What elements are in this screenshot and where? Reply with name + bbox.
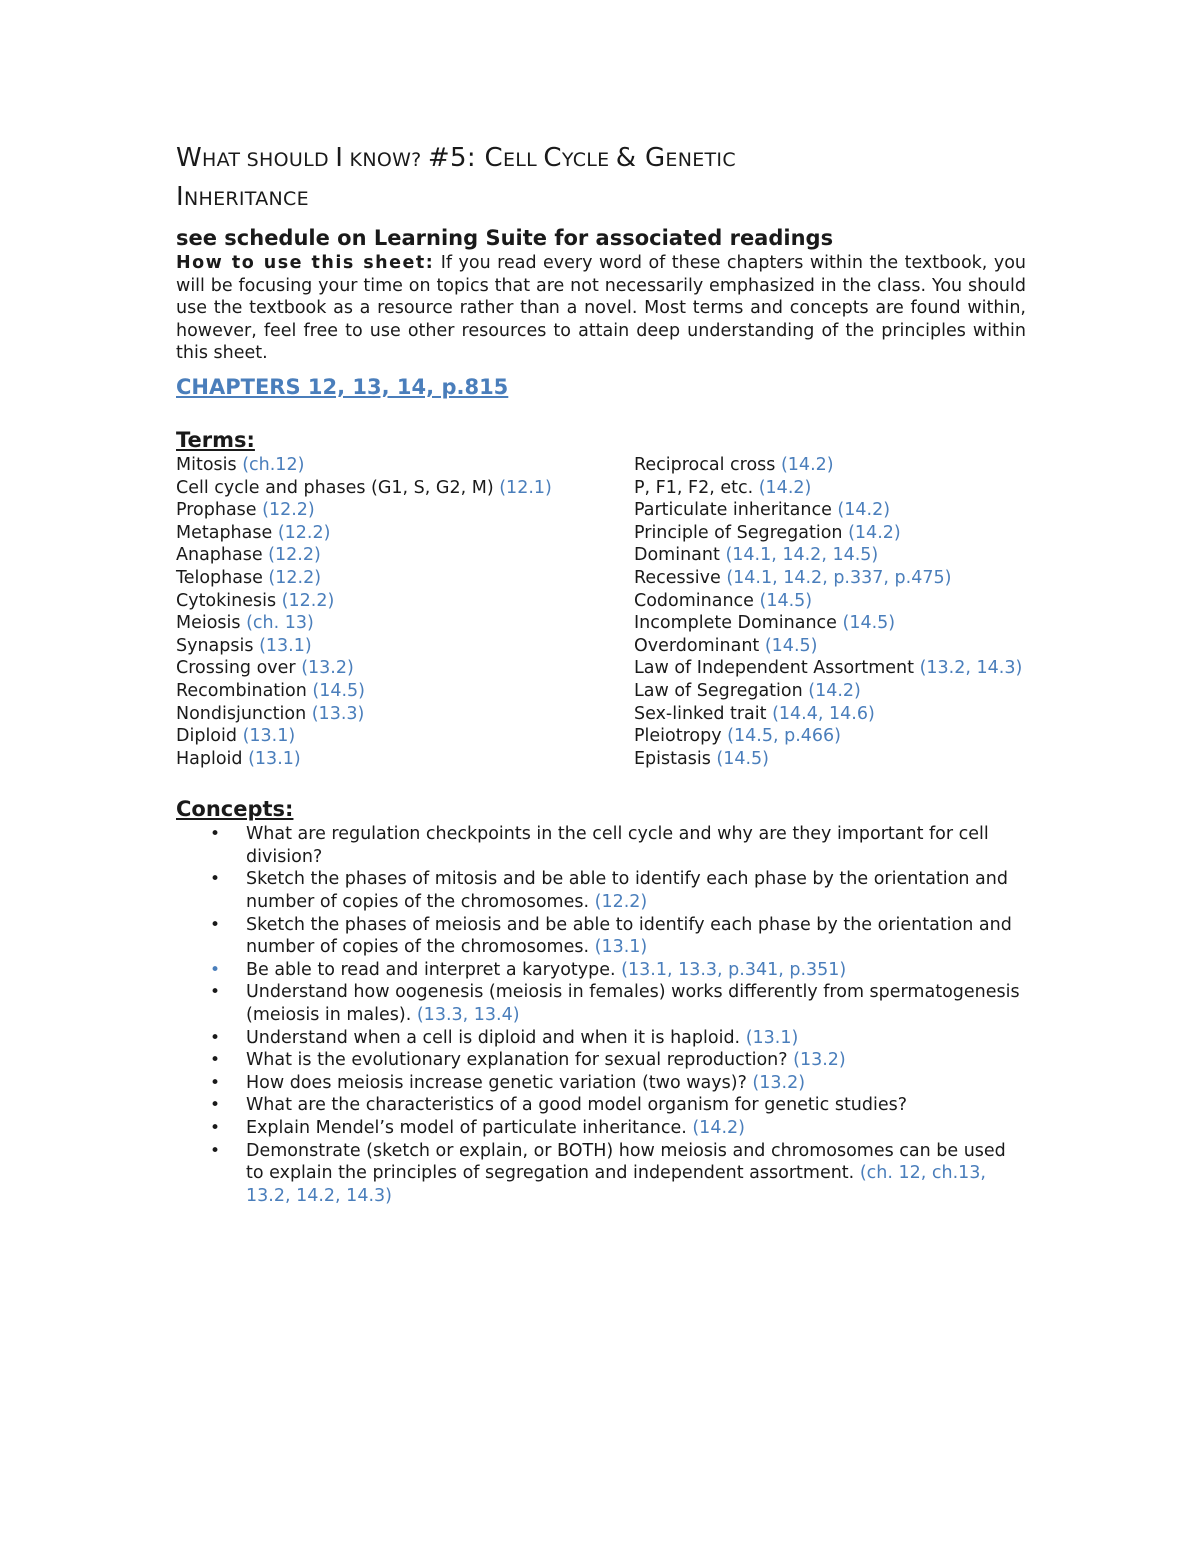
term-label: Anaphase [176,545,269,566]
bullet-icon: • [210,959,221,980]
concept-reference: (12.2) [594,892,648,913]
concept-text: Sketch the phases of meiosis and be able to identify each phase by the orientation and number of copies of the chromosomes. [246,914,1012,958]
term-reference: (12.1) [499,477,552,498]
page-title: WHAT SHOULD I KNOW? #5: CELL CYCLE & GENETIC INHERITANCE [176,143,736,212]
term-reference: (12.2) [268,567,322,588]
term-label: Incomplete Dominance [634,613,843,634]
concept-text: Understand when a cell is diploid and when it is haploid. [246,1027,746,1048]
concept-text: Understand how oogenesis (meiosis in females) works differently from spermatogenesis (meiosis in males). [246,982,1020,1026]
term-label: Cytokinesis [176,590,282,611]
concept-item [176,1094,1026,1117]
term-label: Dominant [634,545,726,566]
term-label: P, F1, F2, etc. [634,477,759,498]
term-item [176,680,634,703]
term-item [634,703,1026,726]
term-item [176,748,634,771]
bullet-icon: • [210,1027,221,1048]
terms-left-column [176,454,634,770]
term-item [634,657,1026,680]
concepts-heading: Concepts: [176,797,294,822]
term-label: Pleiotropy [634,726,728,747]
term-reference: (14.4, 14.6) [772,703,875,724]
term-reference: (14.2) [848,522,901,543]
term-reference: (14.2) [808,680,861,701]
term-reference: (14.2) [780,454,834,475]
term-item [634,590,1026,613]
term-item [176,477,634,500]
bullet-icon: • [210,1118,221,1138]
terms-heading: Terms: [176,427,255,452]
concept-text: Demonstrate (sketch or explain, or BOTH) how meiosis and chromosomes can be used to explain the principles of segregation and independent assortment. [246,1140,1006,1184]
term-item [176,725,634,748]
bullet-icon: • [210,1140,221,1161]
term-label: Telophase [176,567,269,588]
document-page [176,140,1026,1207]
bullet-icon: • [210,1050,221,1071]
term-label: Reciprocal cross [634,454,781,475]
term-item [634,522,1026,545]
term-reference: (14.5) [716,748,770,769]
concept-reference: (13.1) [594,937,648,958]
bullet-icon: • [210,914,221,935]
term-item [176,703,634,726]
subtitle: see schedule on Learning Suite for associated readings [176,226,834,250]
bullet-icon: • [210,869,221,890]
term-reference: (13.1) [242,726,296,747]
terms-right-column [634,454,1026,770]
term-reference: (12.2) [277,522,331,543]
term-item [176,544,634,567]
term-item [176,590,634,613]
term-item [634,680,1026,703]
term-label: Law of Independent Assortment [634,658,920,679]
concept-reference: (13.1, 13.3, p.341, p.351) [621,959,847,980]
term-item [176,612,634,635]
term-reference: (14.5) [764,635,818,656]
bullet-icon: • [210,982,221,1003]
term-reference: (14.2) [758,477,812,498]
term-item [634,748,1026,771]
concept-item [176,1117,1026,1140]
term-item [176,657,634,680]
how-to-text: If you read every word of these chapters within the textbook, you will be focusing your time on topics that are not necessarily emphasized in the class. You should use the textbook as a resource rather than a novel. Most terms and concepts are found within, however, feel free to use other resources to attain deep understanding of the principles within this sheet. [176,253,1027,364]
concept-text: Sketch the phases of mitosis and be able to identify each phase by the orientation and number of copies of the chromosomes. [246,869,1008,913]
term-reference: (14.2) [837,500,891,521]
term-item [176,567,634,590]
term-reference: (13.2) [301,658,354,679]
term-item [176,635,634,658]
term-reference: (14.5) [312,680,366,701]
term-label: Crossing over [176,658,302,679]
concept-reference: (14.2) [692,1118,745,1138]
concept-text: How does meiosis increase genetic variation (two ways)? [246,1072,753,1093]
term-item [634,725,1026,748]
term-item [634,635,1026,658]
bullet-icon: • [210,824,221,845]
term-reference: (14.1, 14.2, 14.5) [725,545,879,566]
term-label: Particulate inheritance [634,500,838,521]
term-item [634,612,1026,635]
concept-item [176,1140,1026,1208]
term-item [176,522,634,545]
term-reference: (ch. 13) [246,613,314,634]
term-label: Metaphase [176,522,278,543]
term-item [634,499,1026,522]
term-label: Sex-linked trait [634,703,773,724]
terms-list [176,454,1026,770]
concept-item [176,868,1026,913]
term-label: Principle of Segregation [634,522,849,543]
concept-text: What is the evolutionary explanation for sexual reproduction? [246,1050,794,1071]
chapters-link[interactable]: CHAPTERS 12, 13, 14, p.815 [176,374,509,399]
term-item [634,454,1026,477]
term-reference: (14.5) [759,590,813,611]
concept-reference: (13.3, 13.4) [416,1005,520,1026]
concept-text: Explain Mendel’s model of particulate inheritance. [246,1118,693,1138]
concept-item [176,1072,1026,1095]
term-reference: (14.5, p.466) [727,726,841,747]
term-label: Diploid [176,726,243,747]
term-label: Overdominant [634,635,765,656]
term-reference: (13.3) [311,703,365,724]
concept-reference: (13.1) [745,1027,799,1048]
term-label: Recombination [176,680,313,701]
how-to-label: How to use this sheet: [176,253,435,273]
term-label: Haploid [176,748,249,769]
term-reference: (ch.12) [242,454,305,475]
term-reference: (14.1, 14.2, p.337, p.475) [726,567,952,588]
concept-reference: (13.2) [752,1072,806,1093]
concept-item [176,981,1026,1026]
term-label: Cell cycle and phases (G1, S, G2, M) [176,477,500,498]
term-reference: (12.2) [262,500,315,521]
term-label: Codominance [634,590,760,611]
bullet-icon: • [210,1072,221,1093]
term-label: Law of Segregation [634,680,809,701]
concept-item [176,1049,1026,1072]
concepts-list [176,823,1026,1207]
term-label: Synapsis [176,635,260,656]
concept-reference: (ch. 12, ch.13, 13.2, 14.2, 14.3) [246,1163,986,1206]
term-item [176,454,634,477]
term-reference: (13.2, 14.3) [919,658,1023,679]
term-reference: (13.1) [259,635,312,656]
concept-item [176,959,1026,982]
term-reference: (13.1) [248,748,301,769]
term-item [176,499,634,522]
concept-item [176,1027,1026,1050]
term-item [634,544,1026,567]
term-label: Epistasis [634,748,717,769]
bullet-icon: • [210,1095,221,1116]
term-item [634,477,1026,500]
concept-item [176,823,1026,868]
how-to-paragraph [176,252,1026,365]
term-label: Prophase [176,500,263,521]
concept-reference: (13.2) [793,1050,846,1071]
term-label: Meiosis [176,613,247,634]
term-reference: (12.2) [281,590,335,611]
term-reference: (12.2) [268,545,321,566]
concept-text: What are the characteristics of a good model organism for genetic studies? [246,1095,908,1116]
term-label: Mitosis [176,454,243,475]
term-label: Recessive [634,567,727,588]
concept-text: Be able to read and interpret a karyotype. [246,959,622,980]
term-label: Nondisjunction [176,703,312,724]
concept-item [176,914,1026,959]
term-reference: (14.5) [842,613,896,634]
term-item [634,567,1026,590]
concept-text: What are regulation checkpoints in the cell cycle and why are they important for cell division? [246,824,989,867]
